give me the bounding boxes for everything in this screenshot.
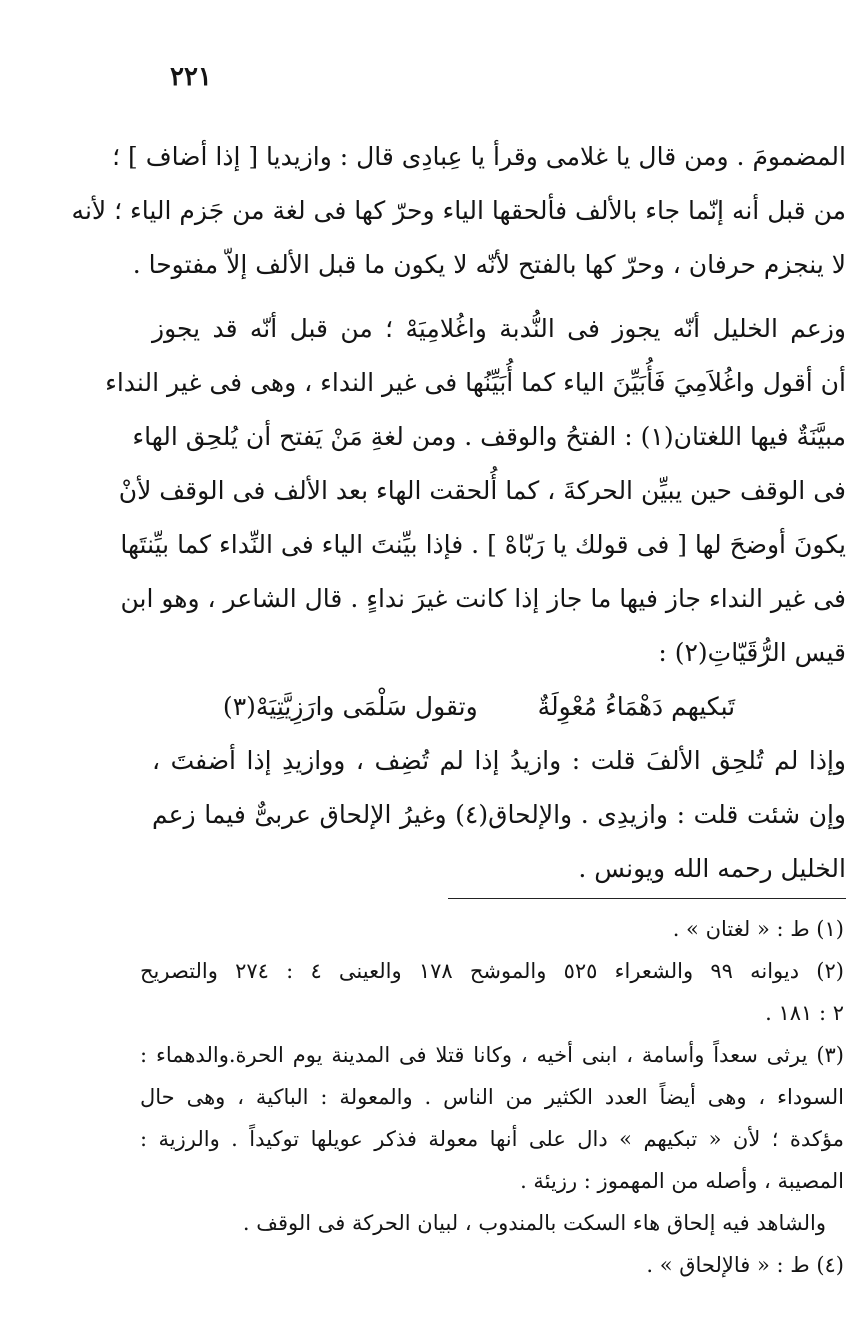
text-line: مبيَّنَةٌ فيها اللغتان(١) : الفتحُ والوقف . ومن لغةِ مَنْ يَفتح أن يُلحِق الهاء bbox=[132, 422, 846, 451]
text-line: المضمومَ . ومن قال يا غلامى وقرأ يا عِبادِى قال : وازيديا [ إذا أضاف ] ؛ bbox=[112, 142, 846, 171]
verse-hemistich-second: وتقول سَلْمَى وارَزِيَّتِيَهْ(٣) bbox=[222, 692, 478, 721]
text-line: قيس الرُّقَيّاتِ(٢) : bbox=[658, 638, 846, 667]
footnote-line: (١) ط : « لغتان » . bbox=[672, 917, 844, 941]
text-line: أن أقول واغُلاَمِيَ فَأُبَيِّنَ الياء كما أُبَيِّنُها فى غير النداء ، وهى فى غير النداء bbox=[105, 368, 846, 397]
footnote-line: ٢ : ١٨١ . bbox=[765, 1001, 844, 1025]
footnote-line: والشاهد فيه إلحاق هاء السكت بالمندوب ، لبيان الحركة فى الوقف . bbox=[242, 1211, 826, 1235]
paragraph-gap bbox=[152, 292, 846, 302]
main-text bbox=[71, 130, 846, 896]
text-line: فى الوقف حين يبيِّن الحركةَ ، كما أُلحقت الهاء بعد الألف فى الوقف لأنْ bbox=[118, 476, 846, 505]
text-line: وإذا لم تُلحِق الألفَ قلت : وازيدُ إذا لم تُضِف ، ووازيدِ إذا أضفتَ ، bbox=[152, 746, 846, 775]
text-line: وزعم الخليل أنّه يجوز فى النُّدبة واغُلامِيَهْ ؛ من قبل أنّه قد يجوز bbox=[152, 314, 846, 343]
verse-hemistich-first: تَبكيهم دَهْمَاءُ مُعْوِلَةٌ bbox=[537, 692, 736, 721]
footnotes bbox=[140, 908, 844, 1286]
poem-verse bbox=[152, 680, 846, 734]
text-line: لا ينجزم حرفان ، وحرّ كها بالفتح لأنّه لا يكون ما قبل الألف إلاّ مفتوحا . bbox=[132, 250, 846, 279]
footnote-line: مؤكدة ؛ لأن « تبكيهم » دال على أنها معولة فذكر عويلها توكيداً . والرزية : bbox=[140, 1127, 844, 1151]
text-line: فى غير النداء جاز فيها ما جاز إذا كانت غيرَ نداءٍ . قال الشاعر ، وهو ابن bbox=[120, 584, 846, 613]
footnote-line: (٢) ديوانه ٩٩ والشعراء ٥٢٥ والموشح ١٧٨ والعينى ٤ : ٢٧٤ والتصريح bbox=[140, 959, 844, 983]
footnote-line: (٣) يرثى سعداً وأسامة ، ابنى أخيه ، وكانا قتلا فى المدينة يوم الحرة.والدهماء : bbox=[140, 1043, 844, 1067]
footnote-line: السوداء ، وهى أيضاً العدد الكثير من الناس . والمعولة : الباكية ، وهى حال bbox=[140, 1085, 844, 1109]
text-line: من قبل أنه إنّما جاء بالألف فألحقها الياء وحرّ كها فى لغة من جَزم الياء ؛ لأنه bbox=[71, 196, 846, 225]
text-line: يكونَ أوضحَ لها [ فى قولك يا رَبّاهْ ] . فإذا بيِّنتَ الياء فى النِّداء كما بيِّنتَها bbox=[120, 530, 846, 559]
footnote-divider bbox=[448, 898, 846, 899]
text-line: الخليل رحمه الله ويونس . bbox=[578, 854, 846, 883]
footnote-line: المصيبة ، وأصله من المهموز : رزيئة . bbox=[520, 1169, 844, 1193]
footnote-line: (٤) ط : « فالإلحاق » . bbox=[646, 1253, 844, 1277]
page-number: ٢٢١ bbox=[170, 62, 212, 92]
text-line: وإن شئت قلت : وازيدِى . والإلحاق(٤) وغيرُ الإلحاق عربىٌّ فيما زعم bbox=[152, 800, 846, 829]
